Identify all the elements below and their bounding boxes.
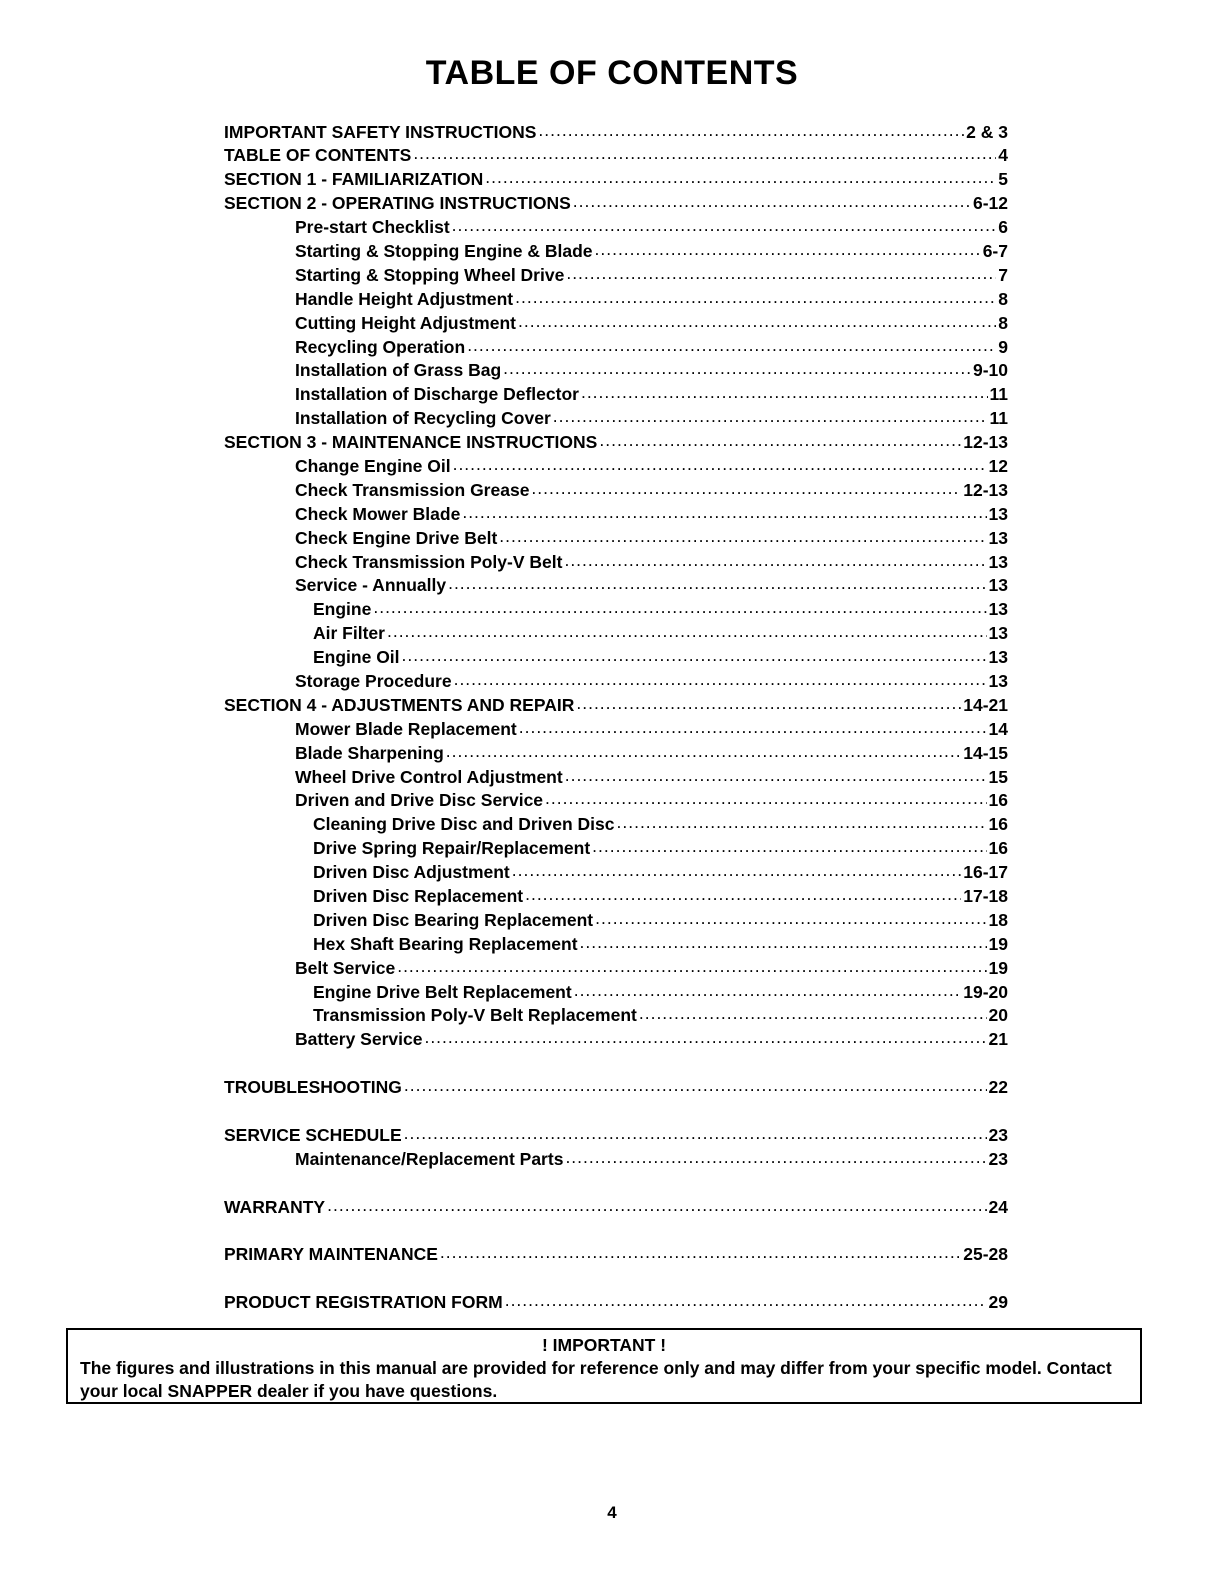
toc-entry <box>224 454 1008 478</box>
toc-leader-dots <box>599 431 961 449</box>
toc-entry <box>224 1028 1008 1052</box>
toc-entry-label: Installation of Grass Bag <box>295 360 502 381</box>
toc-leader-dots <box>564 550 986 568</box>
toc-entry-label: SECTION 3 - MAINTENANCE INSTRUCTIONS <box>224 432 598 453</box>
toc-entry-page: 6 <box>998 217 1008 238</box>
toc-leader-dots <box>515 287 996 305</box>
toc-leader-dots <box>639 1004 987 1022</box>
toc-entry-page: 13 <box>988 527 1008 548</box>
toc-entry-page: 21 <box>988 1029 1008 1050</box>
toc-entry-page: 13 <box>988 575 1008 596</box>
toc-leader-dots <box>404 1076 987 1094</box>
toc-leader-dots <box>595 908 986 926</box>
toc-entry-label: SECTION 4 - ADJUSTMENTS AND REPAIR <box>224 694 575 715</box>
toc-entry-label: SECTION 1 - FAMILIARIZATION <box>224 169 484 190</box>
toc-entry-page: 13 <box>988 551 1008 572</box>
toc-leader-dots <box>538 120 964 138</box>
toc-entry <box>224 765 1008 789</box>
toc-entry-label: Change Engine Oil <box>295 455 451 476</box>
toc-entry-label: Check Transmission Grease <box>295 479 530 500</box>
toc-entry <box>224 693 1008 717</box>
toc-entry <box>224 1147 1008 1171</box>
toc-entry-label: Driven Disc Bearing Replacement <box>313 909 594 930</box>
toc-entry-label: Recycling Operation <box>295 336 466 357</box>
toc-entry-label: Driven and Drive Disc Service <box>295 790 544 811</box>
toc-leader-dots <box>565 1147 986 1165</box>
toc-leader-dots <box>373 598 986 616</box>
toc-entry-page: 23 <box>988 1124 1008 1145</box>
toc-leader-dots <box>454 669 987 687</box>
toc-leader-dots <box>462 502 986 520</box>
toc-entry <box>224 383 1008 407</box>
toc-entry-label: PRODUCT REGISTRATION FORM <box>224 1292 503 1313</box>
toc-leader-dots <box>512 861 961 879</box>
toc-entry-page: 14 <box>988 718 1008 739</box>
toc-leader-dots <box>617 813 987 831</box>
toc-entry-label: Air Filter <box>313 623 385 644</box>
toc-entry <box>224 574 1008 598</box>
toc-entry <box>224 1004 1008 1028</box>
page-title: TABLE OF CONTENTS <box>425 54 799 92</box>
toc-leader-dots <box>387 622 987 640</box>
toc-entry-label: Maintenance/Replacement Parts <box>295 1148 564 1169</box>
toc-leader-dots <box>499 526 986 544</box>
toc-entry-page: 16 <box>988 814 1008 835</box>
toc-entry-page: 9-10 <box>972 360 1008 381</box>
important-notice-box <box>66 1328 1142 1404</box>
toc-entry-page: 12-13 <box>963 479 1008 500</box>
toc-entry-label: Engine <box>313 599 372 620</box>
toc-leader-dots <box>573 192 971 210</box>
toc-entry-page: 9 <box>998 336 1008 357</box>
toc-entry <box>224 908 1008 932</box>
toc-entry-page: 17-18 <box>963 886 1008 906</box>
toc-entry <box>224 168 1008 192</box>
toc-entry-label: Belt Service <box>295 957 396 978</box>
toc-leader-dots <box>566 263 996 281</box>
toc-entry <box>224 789 1008 813</box>
toc-entry-page: 11 <box>989 384 1008 405</box>
toc-entry-label: Check Transmission Poly-V Belt <box>295 551 563 572</box>
toc-entry <box>224 263 1008 287</box>
toc-entry <box>224 956 1008 980</box>
toc-entry <box>224 813 1008 837</box>
toc-leader-dots <box>402 646 987 664</box>
toc-entry <box>224 550 1008 574</box>
toc-entry-page: 7 <box>998 264 1008 285</box>
toc-entry-page: 20 <box>988 1005 1008 1026</box>
toc-entry <box>224 1076 1008 1100</box>
toc-entry <box>224 1123 1008 1147</box>
toc-entry-page: 13 <box>988 623 1008 644</box>
toc-entry-label: Pre-start Checklist <box>295 217 450 238</box>
toc-entry <box>224 885 1008 909</box>
toc-entry-page: 19-20 <box>963 981 1008 1002</box>
toc-entry-page: 15 <box>988 766 1008 787</box>
toc-leader-dots <box>576 693 961 711</box>
toc-entry-page: 16 <box>988 790 1008 811</box>
toc-entry-label: WARRANTY <box>224 1196 326 1217</box>
toc-leader-dots <box>574 980 962 998</box>
toc-entry-page: 16 <box>988 838 1008 859</box>
toc-entry-label: Starting & Stopping Engine & Blade <box>295 240 593 261</box>
toc-leader-dots <box>327 1195 986 1213</box>
toc-entry-label: TROUBLESHOOTING <box>224 1077 402 1098</box>
toc-entry-label: SECTION 2 - OPERATING INSTRUCTIONS <box>224 193 571 214</box>
toc-entry-label: Engine Oil <box>313 647 400 668</box>
notice-heading: ! IMPORTANT ! <box>541 1335 667 1355</box>
toc-leader-dots <box>453 454 987 472</box>
toc-entry-label: Installation of Discharge Deflector <box>295 384 579 405</box>
toc-entry-label: Handle Height Adjustment <box>295 288 514 309</box>
toc-leader-dots <box>545 789 986 807</box>
toc-leader-dots <box>503 359 971 377</box>
toc-entry <box>224 192 1008 216</box>
toc-entry-label: Starting & Stopping Wheel Drive <box>295 264 565 285</box>
toc-leader-dots <box>397 956 986 974</box>
toc-entry-page: 6-12 <box>972 193 1008 214</box>
toc-entry <box>224 646 1008 670</box>
toc-entry-label: Check Engine Drive Belt <box>295 527 498 548</box>
toc-entry-page: 13 <box>988 503 1008 524</box>
toc-entry <box>224 598 1008 622</box>
toc-entry-label: Driven Disc Replacement <box>313 886 524 906</box>
toc-leader-dots <box>452 216 997 234</box>
toc-entry <box>224 717 1008 741</box>
toc-entry-page: 18 <box>988 909 1008 930</box>
toc-entry <box>224 741 1008 765</box>
toc-entry <box>224 120 1008 144</box>
toc-leader-dots <box>446 741 961 759</box>
toc-entry <box>224 669 1008 693</box>
toc-entry <box>224 1243 1008 1267</box>
toc-entry-label: Blade Sharpening <box>295 742 444 763</box>
toc-entry-page: 25-28 <box>963 1244 1008 1265</box>
toc-entry <box>224 335 1008 359</box>
toc-entry-page: 22 <box>988 1077 1008 1098</box>
toc-entry <box>224 407 1008 431</box>
toc-entry-label: Engine Drive Belt Replacement <box>313 981 572 1002</box>
toc-entry-label: Hex Shaft Bearing Replacement <box>313 933 578 954</box>
toc-entry <box>224 1291 1008 1315</box>
toc-leader-dots <box>505 1291 987 1309</box>
toc-leader-dots <box>581 383 988 401</box>
toc-entry-label: PRIMARY MAINTENANCE <box>224 1244 438 1265</box>
toc-entry-page: 11 <box>989 408 1008 429</box>
toc-leader-dots <box>519 717 987 735</box>
notice-body: The figures and illustrations in this manual are provided for reference only and may differ from your specific model. Contact your local SNAPPER dealer if you have questions. <box>80 1358 1112 1401</box>
toc-entry <box>224 359 1008 383</box>
toc-entry <box>224 478 1008 502</box>
toc-entry <box>224 861 1008 885</box>
toc-entry-label: Battery Service <box>295 1029 423 1050</box>
toc-entry-label: Transmission Poly-V Belt Replacement <box>313 1005 637 1026</box>
toc-leader-dots <box>595 239 981 257</box>
toc-entry-page: 19 <box>988 933 1008 954</box>
toc-entry-page: 23 <box>988 1148 1008 1169</box>
toc-entry <box>224 980 1008 1004</box>
toc-entry-page: 14-15 <box>963 742 1008 763</box>
toc-entry-label: Mower Blade Replacement <box>295 718 517 739</box>
toc-entry <box>224 622 1008 646</box>
toc-entry-page: 8 <box>998 312 1008 333</box>
toc-entry-label: Wheel Drive Control Adjustment <box>295 766 563 787</box>
toc-entry-label: Cutting Height Adjustment <box>295 312 516 333</box>
toc-entry-label: SERVICE SCHEDULE <box>224 1124 402 1145</box>
toc-entry-page: 12 <box>988 455 1008 476</box>
toc-entry <box>224 837 1008 861</box>
toc-entry <box>224 239 1008 263</box>
toc-leader-dots <box>467 335 996 353</box>
toc-entry-page: 29 <box>988 1292 1008 1313</box>
toc-entry-page: 4 <box>998 145 1008 166</box>
toc-entry-label: Drive Spring Repair/Replacement <box>313 838 591 859</box>
toc-entry-label: Installation of Recycling Cover <box>295 408 551 429</box>
toc-entry-label: Storage Procedure <box>295 670 452 691</box>
toc-entry <box>224 216 1008 240</box>
toc-entry-page: 13 <box>988 670 1008 691</box>
toc-entry-label: IMPORTANT SAFETY INSTRUCTIONS <box>224 121 537 142</box>
toc-entry-page: 6-7 <box>982 240 1008 261</box>
toc-entry-page: 19 <box>988 957 1008 978</box>
toc-entry <box>224 311 1008 335</box>
toc-leader-dots <box>424 1028 986 1046</box>
toc-entry-page: 12-13 <box>963 432 1008 453</box>
toc-leader-dots <box>525 885 961 903</box>
toc-entry <box>224 287 1008 311</box>
toc-entry-page: 13 <box>988 647 1008 668</box>
toc-entry-label: Cleaning Drive Disc and Driven Disc <box>313 814 615 835</box>
toc-entry <box>224 932 1008 956</box>
toc-entry <box>224 431 1008 455</box>
page-number: 4 <box>607 1503 617 1522</box>
toc-entry-page: 2 & 3 <box>966 121 1008 142</box>
toc-leader-dots <box>518 311 996 329</box>
toc-leader-dots <box>580 932 987 950</box>
toc-entry-label: TABLE OF CONTENTS <box>224 145 412 166</box>
toc-entry-label: Check Mower Blade <box>295 503 461 524</box>
toc-entry-page: 8 <box>998 288 1008 309</box>
toc-entry <box>224 502 1008 526</box>
toc-entry <box>224 144 1008 168</box>
toc-leader-dots <box>448 574 986 592</box>
toc-leader-dots <box>565 765 987 783</box>
toc-entry <box>224 1195 1008 1219</box>
toc-leader-dots <box>531 478 961 496</box>
toc-entry-page: 5 <box>998 169 1008 190</box>
toc-leader-dots <box>440 1243 961 1261</box>
toc-leader-dots <box>553 407 988 425</box>
toc-leader-dots <box>413 144 996 162</box>
toc-leader-dots <box>592 837 986 855</box>
toc-entry-page: 13 <box>988 599 1008 620</box>
toc-entry <box>224 526 1008 550</box>
toc-entry-label: Service - Annually <box>295 575 447 596</box>
toc-entry-page: 16-17 <box>963 862 1008 883</box>
toc-leader-dots <box>485 168 996 186</box>
toc-entry-label: Driven Disc Adjustment <box>313 862 510 883</box>
toc-leader-dots <box>404 1123 987 1141</box>
table-of-contents <box>224 120 1008 1315</box>
toc-entry-page: 24 <box>988 1196 1008 1217</box>
toc-entry-page: 14-21 <box>963 694 1008 715</box>
